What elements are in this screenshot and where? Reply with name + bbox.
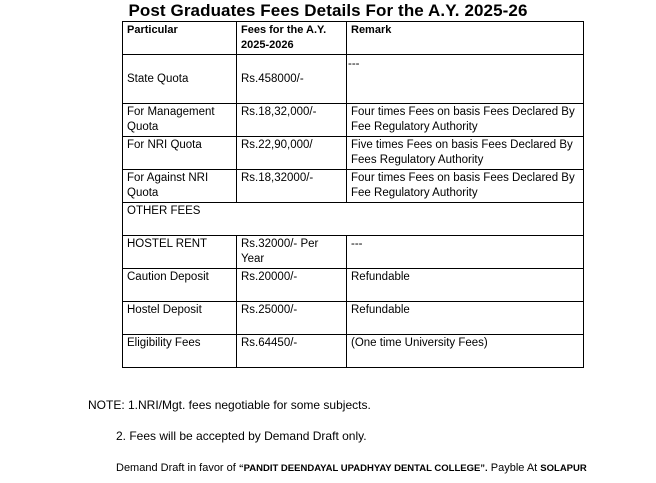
cell-fees: Rs.20000/- — [237, 269, 347, 302]
cell-fees: Rs.22,90,000/ — [237, 137, 347, 170]
section-other-fees: OTHER FEES — [123, 203, 584, 236]
cell-remark: Refundable — [347, 269, 584, 302]
note-negotiable: NOTE: 1.NRI/Mgt. fees negotiable for some subjects. — [88, 398, 371, 412]
cell-fees: Rs.25000/- — [237, 302, 347, 335]
cell-remark: --- — [347, 55, 584, 104]
cell-particular: For Management Quota — [123, 104, 237, 137]
table-row — [123, 137, 584, 170]
cell-particular: Hostel Deposit — [123, 302, 237, 335]
cell-particular: Eligibility Fees — [123, 335, 237, 368]
table-row — [123, 269, 584, 302]
table-row — [123, 302, 584, 335]
cell-remark: Four times Fees on basis Fees Declared By Fee Regulatory Authority — [347, 170, 584, 203]
table-header-row — [123, 22, 584, 55]
cell-fees: Rs.64450/- — [237, 335, 347, 368]
table-row — [123, 170, 584, 203]
dd-prefix: Demand Draft in favor of — [116, 462, 239, 474]
cell-particular: State Quota — [123, 55, 237, 104]
cell-remark: --- — [347, 236, 584, 269]
demand-draft-info — [116, 462, 587, 474]
dd-city: SOLAPUR — [540, 463, 587, 474]
table-row — [123, 55, 584, 104]
table-row — [123, 236, 584, 269]
table-row — [123, 335, 584, 368]
table-row-section — [123, 203, 584, 236]
cell-remark: Refundable — [347, 302, 584, 335]
header-remark: Remark — [347, 22, 584, 55]
cell-particular: For NRI Quota — [123, 137, 237, 170]
cell-particular: HOSTEL RENT — [123, 236, 237, 269]
cell-remark: Four times Fees on basis Fees Declared By Fee Regulatory Authority — [347, 104, 584, 137]
dd-college: “PANDIT DEENDAYAL UPADHYAY DENTAL COLLEGE”. — [238, 463, 488, 474]
page-title: Post Graduates Fees Details For the A.Y. 2025-26 — [128, 1, 528, 20]
cell-fees: Rs.458000/- — [237, 55, 347, 104]
cell-remark: (One time University Fees) — [347, 335, 584, 368]
cell-particular: For Against NRI Quota — [123, 170, 237, 203]
header-fees: Fees for the A.Y. 2025-2026 — [237, 22, 347, 55]
dd-payble: Payble At — [487, 462, 541, 474]
cell-fees: Rs.18,32000/- — [237, 170, 347, 203]
cell-remark: Five times Fees on basis Fees Declared By Fees Regulatory Authority — [347, 137, 584, 170]
header-particular: Particular — [123, 22, 237, 55]
cell-fees: Rs.18,32,000/- — [237, 104, 347, 137]
cell-fees: Rs.32000/- Per Year — [237, 236, 347, 269]
table-row — [123, 104, 584, 137]
fees-table — [122, 21, 584, 368]
note-demand-draft: 2. Fees will be accepted by Demand Draft only. — [116, 429, 367, 443]
cell-particular: Caution Deposit — [123, 269, 237, 302]
